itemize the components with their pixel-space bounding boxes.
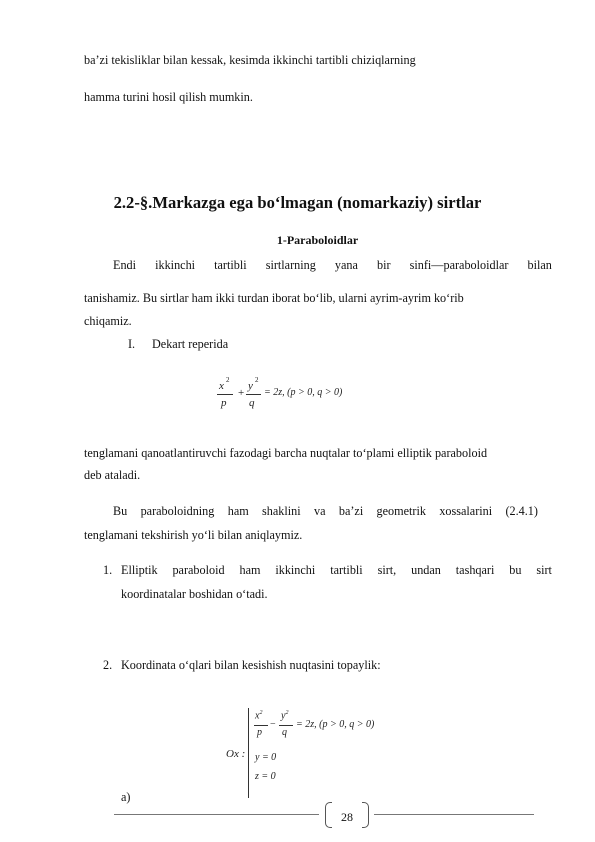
formula-elliptic-paraboloid	[216, 378, 356, 418]
intro-line-3: chiqamiz.	[84, 314, 132, 328]
word: ikkinchi	[155, 258, 196, 272]
list-item-1-line-2: koordinatalar boshidan o‘tadi.	[121, 587, 268, 601]
fraction-bar	[279, 725, 293, 726]
formula-plus: +	[238, 387, 245, 399]
footer-rule-right	[374, 814, 534, 815]
word: ham	[239, 563, 261, 577]
list-marker-2: 2.	[103, 658, 113, 672]
word: paraboloidning	[140, 504, 215, 518]
sys-p: p	[257, 727, 262, 738]
word: (2.4.1)	[505, 504, 538, 518]
study-line-2: tenglamani tekshirish yo‘li bilan aniqlaymiz.	[84, 528, 303, 542]
word: bu	[509, 563, 522, 577]
fraction-bar	[246, 394, 261, 395]
intro-line-1	[113, 258, 552, 273]
text-line: deb ataladi.	[84, 468, 141, 482]
fraction-bar	[254, 725, 268, 726]
roman-marker: I.	[128, 337, 136, 351]
subsection-title: 1-Paraboloidlar	[276, 233, 359, 247]
formula-y-exp: 2	[255, 376, 259, 384]
system-brace	[248, 708, 249, 798]
sys-y: $y^2$	[281, 710, 289, 722]
text-line-2: hamma turini hosil qilish mumkin.	[84, 90, 253, 104]
formula-x: x	[219, 380, 224, 392]
word: bilan	[527, 258, 552, 272]
formula-q: q	[249, 397, 255, 409]
list-item-2-text: Koordinata o‘qlari bilan kesishish nuqtasini topaylik:	[121, 658, 381, 672]
word: ham	[227, 504, 249, 518]
system-label: Ox :	[226, 748, 246, 760]
list-item-1-line-1	[121, 563, 552, 578]
footer-rule-left	[114, 814, 319, 815]
word: undan	[411, 563, 441, 577]
word: sirt,	[377, 563, 397, 577]
text-line: tenglamani qanoatlantiruvchi fazodagi barcha nuqtalar to‘plami elliptik paraboloid	[84, 446, 488, 460]
formula-p: p	[221, 397, 227, 409]
formula-x-exp: 2	[226, 376, 230, 384]
word: sirtlarning	[265, 258, 316, 272]
word: Elliptik	[121, 563, 158, 577]
formula-y: y	[248, 380, 253, 392]
word: tashqari	[455, 563, 495, 577]
word: va	[313, 504, 326, 518]
fraction-bar	[217, 394, 233, 395]
word: sinfi—paraboloidlar	[409, 258, 509, 272]
word: tartibli	[214, 258, 247, 272]
system-row2: y = 0	[255, 752, 277, 763]
word: Bu	[113, 504, 128, 518]
word: yana	[334, 258, 358, 272]
sys-minus: −	[270, 719, 276, 730]
text-line-1: ba’zi tekisliklar bilan kessak, kesimda ikkinchi tartibli chiziqlarning	[84, 53, 416, 67]
word: geometrik	[376, 504, 426, 518]
word: xossalarini	[439, 504, 493, 518]
word: bir	[377, 258, 391, 272]
word: paraboloid	[172, 563, 225, 577]
word: shaklini	[262, 504, 301, 518]
word: ba’zi	[338, 504, 364, 518]
formula-system-ox	[226, 708, 396, 800]
system-row3: z = 0	[255, 771, 276, 782]
sys-x: $x^2$	[255, 710, 263, 722]
word: sirt	[536, 563, 552, 577]
page-number: 28	[341, 810, 353, 824]
section-title: 2.2-§.Markazga ega bo‘lmagan (nomarkaziy) sirtlar	[113, 193, 482, 212]
list-marker-1: 1.	[103, 563, 113, 577]
roman-item-text: Dekart reperida	[152, 337, 229, 351]
sub-item-a: a)	[121, 790, 131, 804]
study-line-1	[113, 504, 538, 519]
system-row1-rhs: = 2z, (p > 0, q > 0)	[296, 719, 375, 730]
intro-line-2: tanishamiz. Bu sirtlar ham ikki turdan iborat bo‘lib, ularni ayrim-ayrim ko‘rib	[84, 291, 464, 305]
formula-rhs: = 2z, (p > 0, q > 0)	[264, 387, 343, 398]
word: ikkinchi	[275, 563, 316, 577]
sys-q: q	[282, 727, 287, 738]
word: tartibli	[330, 563, 363, 577]
word: Endi	[113, 258, 137, 272]
